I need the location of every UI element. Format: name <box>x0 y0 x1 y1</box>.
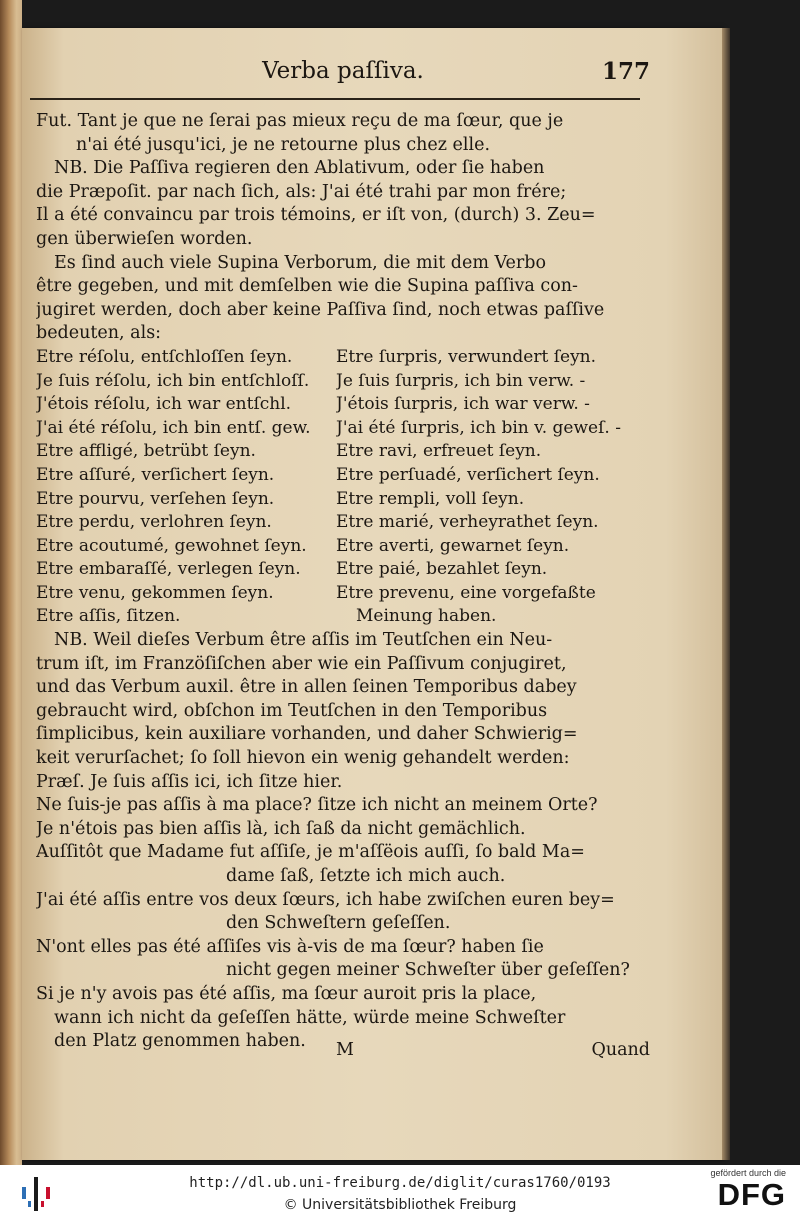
table-cell-left: Etre affligé, betrübt ſeyn. <box>36 441 256 462</box>
table-cell-left: Etre pourvu, verſehen ſeyn. <box>36 488 275 509</box>
dfg-wordmark: DFG <box>717 1177 786 1212</box>
text-line: dame ſaß, ſetzte ich mich auch. <box>226 866 506 886</box>
text-line: N'ont elles pas été aſſiſes vis à-vis de ma ſœur? haben ſie <box>36 936 544 957</box>
table-cell-left: Etre venu, gekommen ſeyn. <box>36 582 274 603</box>
table-cell-left: J'étois réſolu, ich war entſchl. <box>36 394 292 415</box>
text-line: den Platz genommen haben. <box>54 1031 306 1052</box>
text-line: Si je n'y avois pas été aſſis, ma ſœur auroit pris la place, <box>36 983 537 1004</box>
text-line: ſimplicibus, kein auxiliare vorhanden, und daher Schwierig= <box>36 724 578 745</box>
table-row <box>36 535 650 559</box>
table-cell-right: Etre perſuadé, verſichert ſeyn. <box>336 464 600 485</box>
text-line: bedeuten, als: <box>36 323 162 344</box>
table-row <box>36 605 650 629</box>
table-cell-left: Etre acoutumé, gewohnet ſeyn. <box>36 535 307 556</box>
table-row <box>36 488 650 512</box>
text-line: die Præpoſit. par nach ſich, als: J'ai été trahi par mon frére; <box>36 181 567 202</box>
table-cell-right: J'ai été ſurpris, ich bin v. geweſ. - <box>336 417 621 438</box>
text-line: trum iſt, im Franzöſiſchen aber wie ein Paſſivum conjugiret, <box>36 653 567 674</box>
text-line: keit verurſachet; ſo ſoll hievon ein wenig gehandelt werden: <box>36 748 570 769</box>
text-line: Es ſind auch viele Supina Verborum, die mit dem Verbo <box>54 252 547 273</box>
text-line: NB. Die Paſſiva regieren den Ablativum, oder ſie haben <box>54 158 545 179</box>
text-line: n'ai été jusqu'ici, je ne retourne plus chez elle. <box>76 134 491 155</box>
viewer-footer <box>0 1165 800 1220</box>
table-cell-right: Etre prevenu, eine vorgefaßte <box>336 582 596 603</box>
table-row <box>36 558 650 582</box>
table-row <box>36 346 650 370</box>
running-title: Verba paſſiva. <box>262 58 424 84</box>
table-cell-left: Je ſuis réſolu, ich bin entſchloſſ. <box>36 370 310 391</box>
page-header <box>36 58 650 92</box>
table-cell-right: Etre averti, gewarnet ſeyn. <box>336 535 570 556</box>
table-row <box>36 440 650 464</box>
table-row <box>36 417 650 441</box>
header-rule <box>30 98 640 100</box>
text-line: Ne ſuis-je pas aſſis à ma place? ſitze ich nicht an meinem Orte? <box>36 795 598 816</box>
text-line: Il a été convaincu par trois témoins, er iſt von, (durch) 3. Zeu= <box>36 205 596 226</box>
text-line: être gegeben, und mit demſelben wie die Supina paſſiva con- <box>36 276 578 297</box>
table-cell-right: Etre marié, verheyrathet ſeyn. <box>336 512 599 533</box>
copyright-notice: © Universitätsbibliothek Freiburg <box>283 1197 517 1213</box>
text-line: jugiret werden, doch aber keine Paſſiva ſind, noch etwas paſſive <box>36 299 605 320</box>
text-line: wann ich nicht da geſeſſen hätte, würde meine Schweſter <box>54 1007 566 1028</box>
table-cell-right: Etre ravi, erfreuet ſeyn. <box>336 441 542 462</box>
table-cell-left: Etre embaraſſé, verlegen ſeyn. <box>36 559 301 580</box>
text-line: Præſ. Je ſuis aſſis ici, ich ſitze hier. <box>36 771 343 792</box>
table-cell-right: Meinung haben. <box>356 606 497 627</box>
table-cell-left: Etre réſolu, entſchloſſen ſeyn. <box>36 346 293 367</box>
table-cell-left: Etre aſſuré, verſichert ſeyn. <box>36 464 275 485</box>
table-cell-right: Etre paié, bezahlet ſeyn. <box>336 559 548 580</box>
text-line: Je n'étois pas bien aſſis là, ich ſaß da nicht gemächlich. <box>36 818 526 839</box>
table-cell-right: Etre rempli, voll ſeyn. <box>336 488 525 509</box>
catchword: Quand <box>591 1040 650 1060</box>
dfg-caption: gefördert durch die <box>710 1168 786 1178</box>
text-line: gebraucht wird, obſchon im Teutſchen in den Temporibus <box>36 700 548 721</box>
table-row <box>36 464 650 488</box>
text-line: J'ai été aſſis entre vos deux ſœurs, ich habe zwiſchen euren bey= <box>36 889 615 910</box>
table-cell-right: J'étois ſurpris, ich war verw. - <box>336 394 590 415</box>
page-text <box>36 110 650 1054</box>
text-line: gen überwieſen worden. <box>36 228 253 249</box>
table-row <box>36 370 650 394</box>
table-row <box>36 393 650 417</box>
table-cell-right: Je ſuis ſurpris, ich bin verw. - <box>336 370 586 391</box>
table-cell-left: J'ai été réſolu, ich bin entſ. gew. <box>36 417 311 438</box>
source-url[interactable]: http://dl.ub.uni-freiburg.de/diglit/curas1760/0193 <box>189 1175 611 1191</box>
text-line: Auſſitôt que Madame fut aſſiſe, je m'aſſëois auſſi, ſo bald Ma= <box>36 842 585 863</box>
book-spine <box>0 0 22 1165</box>
page-number: 177 <box>601 58 650 85</box>
text-line: den Schweſtern geſeſſen. <box>226 913 451 934</box>
table-cell-left: Etre aſſis, ſitzen. <box>36 606 181 627</box>
text-line: nicht gegen meiner Schweſter über geſeſſen? <box>226 960 630 981</box>
table-cell-right: Etre ſurpris, verwundert ſeyn. <box>336 346 597 367</box>
table-cell-left: Etre perdu, verlohren ſeyn. <box>36 512 272 533</box>
text-line: und das Verbum auxil. être in allen ſeinen Temporibus dabey <box>36 677 577 698</box>
table-row <box>36 582 650 606</box>
table-row <box>36 511 650 535</box>
signature-mark: M <box>336 1040 354 1060</box>
text-line: NB. Weil dieſes Verbum être aſſis im Teutſchen ein Neu- <box>54 630 553 651</box>
text-line: Fut. Tant je que ne ſerai pas mieux reçu de ma ſœur, que je <box>36 111 564 131</box>
dfg-logo <box>696 1168 786 1218</box>
page-edge <box>722 28 730 1160</box>
page-foot <box>36 1040 650 1064</box>
